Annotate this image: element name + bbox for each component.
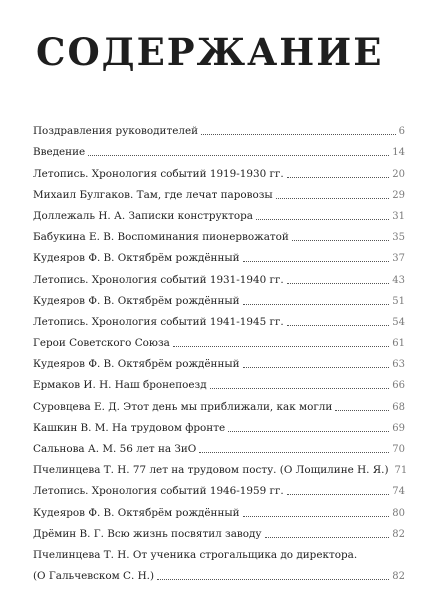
- dot-leader: [243, 304, 390, 305]
- toc-entry[interactable]: [33, 414, 405, 435]
- toc-entry-title: Сальнова А. М. 56 лет на ЗиО: [33, 443, 197, 455]
- toc-entry-page: 35: [392, 232, 405, 244]
- toc-entry-page: 54: [392, 316, 405, 328]
- toc-entry-page: 14: [392, 147, 405, 159]
- toc-entry-title: Кудеяров Ф. В. Октябрём рождённый: [33, 358, 240, 371]
- toc-entry-title: Михаил Булгаков. Там, где лечат паровозы: [33, 188, 273, 201]
- toc-entry-page: 70: [392, 444, 405, 455]
- toc-entry-page: 69: [392, 422, 405, 434]
- toc-entry-page: 6: [398, 126, 405, 138]
- toc-entry[interactable]: [33, 477, 405, 498]
- toc-entry-page: 80: [392, 507, 405, 519]
- toc-entry-title: Кудеяров Ф. В. Октябрём рождённый: [33, 506, 240, 519]
- toc-entry-title: Поздравления руководителей: [33, 125, 199, 138]
- toc-entry[interactable]: [33, 498, 405, 519]
- toc-entry-title: Ермаков И. Н. Наш бронепоезд: [33, 379, 207, 392]
- toc-entry-page: 29: [392, 189, 405, 201]
- dot-leader: [265, 537, 390, 538]
- toc-entry[interactable]: [33, 181, 405, 202]
- toc-entry-title: (О Гальчевском С. Н.): [33, 570, 155, 583]
- toc-entry-page: 37: [392, 253, 405, 265]
- toc-entry-page: 43: [392, 274, 405, 286]
- toc-entry[interactable]: [33, 223, 405, 244]
- dot-leader: [287, 494, 390, 495]
- toc-entry-page: 74: [392, 486, 405, 498]
- dot-leader: [173, 346, 389, 347]
- toc-entry[interactable]: [33, 350, 405, 371]
- dot-leader: [256, 219, 389, 220]
- toc-entry[interactable]: [33, 435, 405, 456]
- toc-entry-title: Введение: [33, 146, 86, 159]
- dot-leader: [335, 410, 389, 411]
- toc-entry[interactable]: [33, 308, 405, 329]
- toc-entry[interactable]: [33, 392, 405, 413]
- toc-entry[interactable]: [33, 329, 405, 350]
- dot-leader: [88, 155, 389, 156]
- toc-entry-title: Герои Советского Союза: [33, 337, 170, 350]
- toc-entry-page: 63: [392, 359, 405, 371]
- toc-entry-page: 82: [392, 571, 405, 583]
- dot-leader: [292, 240, 389, 241]
- toc-entry[interactable]: [33, 265, 405, 286]
- toc-entry[interactable]: [33, 202, 405, 223]
- toc-entry-page: 82: [392, 528, 405, 540]
- toc-entry[interactable]: [33, 159, 405, 180]
- dot-leader: [287, 283, 390, 284]
- toc-entry-title: Летопись. Хронология событий 1946-1959 гг.: [33, 485, 284, 498]
- toc-entry-page: 61: [392, 338, 405, 350]
- toc-entry-title: Доллежаль Н. А. Записки конструктора: [33, 209, 253, 222]
- toc-entry[interactable]: [33, 244, 405, 265]
- dot-leader: [287, 325, 390, 326]
- dot-leader: [210, 388, 390, 389]
- dot-leader: [287, 177, 390, 178]
- toc-entry-page: 66: [392, 380, 405, 392]
- toc-entry-title: Кашкин В. М. На трудовом фронте: [33, 421, 226, 434]
- dot-leader: [228, 431, 389, 432]
- toc-entry-title: Дрёмин В. Г. Всю жизнь посвятил заводу: [33, 527, 262, 540]
- toc-entry-continuation[interactable]: [33, 562, 405, 583]
- toc-entry[interactable]: [33, 287, 405, 308]
- toc-entry-title: Пчелинцева Т. Н. 77 лет на трудовом посту. (О Лощилине Н. Я.): [33, 464, 389, 477]
- toc-entry[interactable]: [33, 138, 405, 159]
- toc-entry[interactable]: [33, 371, 405, 392]
- toc-entry-title: Летопись. Хронология событий 1931-1940 гг.: [33, 273, 284, 286]
- table-of-contents: [33, 117, 408, 583]
- toc-entry[interactable]: [33, 117, 405, 138]
- toc-entry-title: Летопись. Хронология событий 1919-1930 гг.: [33, 167, 284, 180]
- dot-leader: [201, 134, 396, 135]
- dot-leader: [157, 579, 389, 580]
- dot-leader: [199, 452, 389, 453]
- toc-entry-title: Бабукина Е. В. Воспоминания пионервожатой: [33, 231, 289, 244]
- dot-leader: [243, 516, 390, 517]
- toc-entry-page: 68: [392, 401, 405, 413]
- dot-leader: [243, 261, 390, 262]
- toc-entry-page: 71: [394, 465, 408, 477]
- toc-entry[interactable]: [33, 456, 408, 477]
- toc-entry-title: Кудеяров Ф. В. Октябрём рождённый: [33, 252, 240, 265]
- toc-entry[interactable]: [33, 520, 405, 541]
- toc-entry-title: Летопись. Хронология событий 1941-1945 гг.: [33, 315, 284, 328]
- toc-entry-page: 31: [392, 210, 405, 222]
- toc-entry-title: Кудеяров Ф. В. Октябрём рождённый: [33, 294, 240, 307]
- dot-leader: [243, 367, 390, 368]
- toc-entry-title: Суровцева Е. Д. Этот день мы приближали, как могли: [33, 400, 333, 413]
- toc-entry-page: 51: [392, 295, 405, 307]
- toc-entry-title: Пчелинцева Т. Н. От ученика строгальщика до директора.: [33, 548, 358, 561]
- dot-leader: [276, 198, 390, 199]
- page-title: СОДЕРЖАНИЕ: [36, 30, 384, 74]
- toc-entry-page: 20: [392, 168, 405, 180]
- toc-entry[interactable]: [33, 541, 405, 562]
